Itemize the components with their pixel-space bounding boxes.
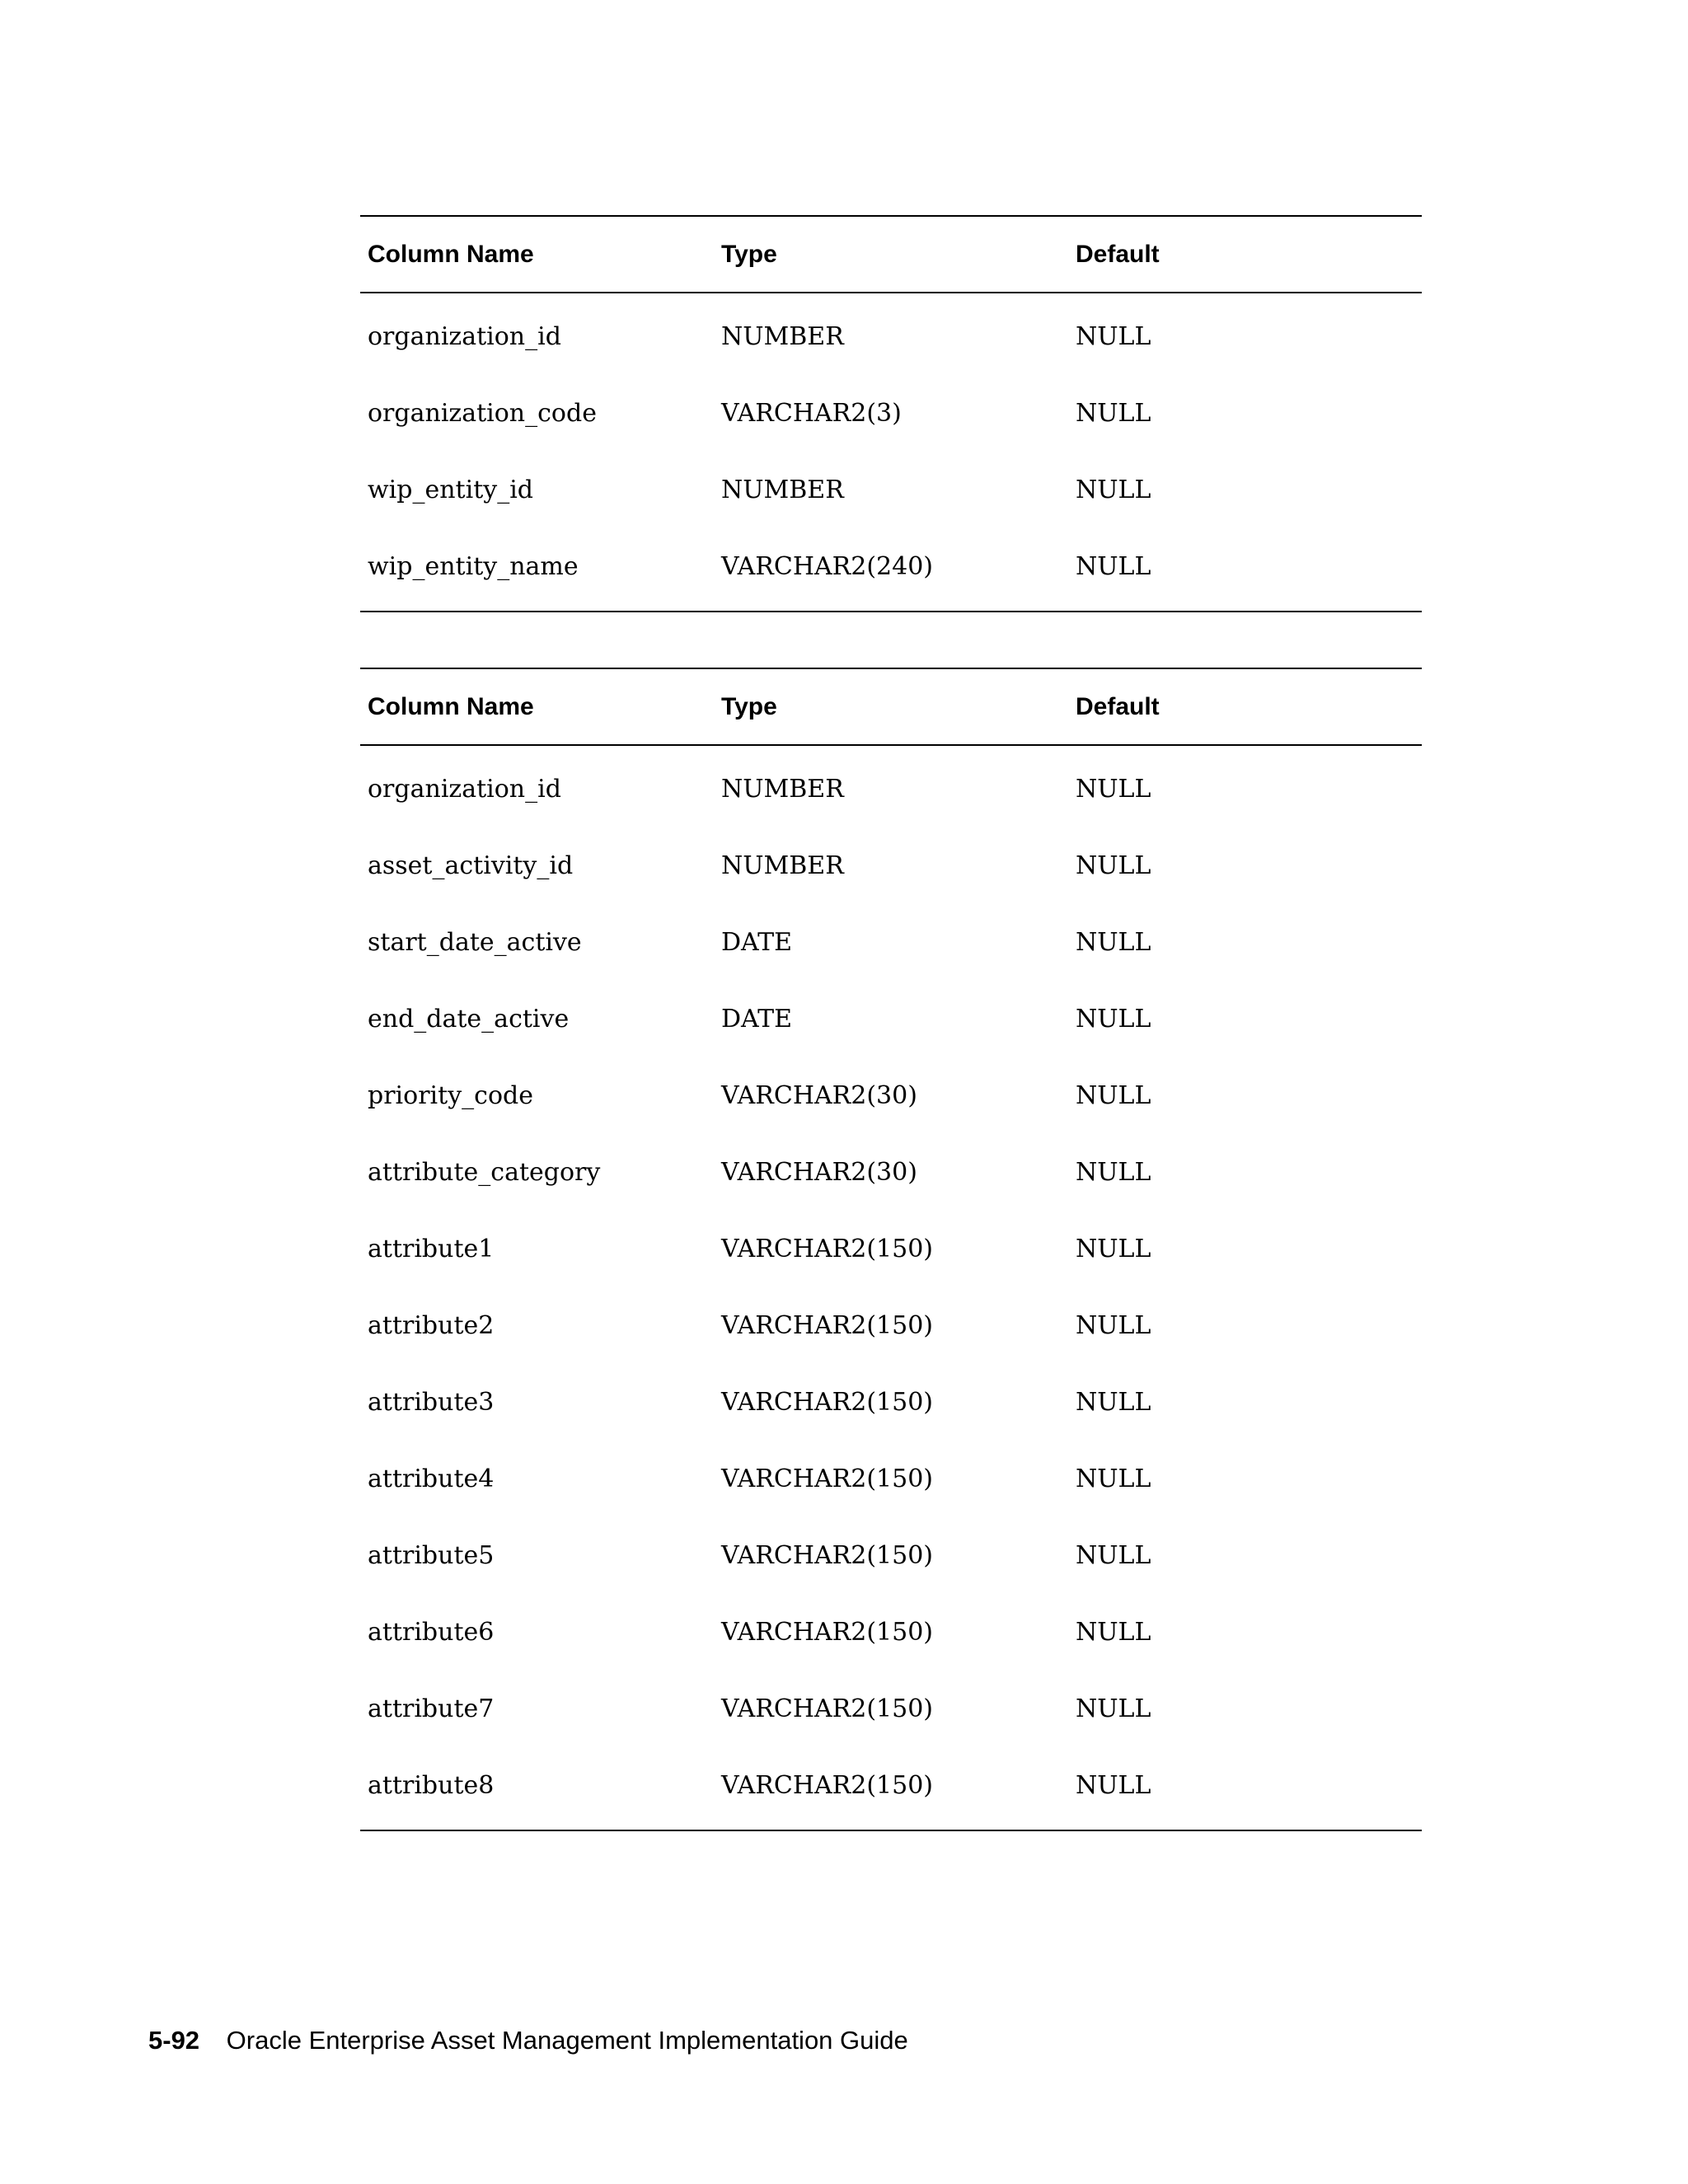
table-row (360, 1747, 1422, 1824)
cell-type: VARCHAR2(30) (721, 1158, 917, 1187)
cell-default: NULL (1076, 1235, 1151, 1263)
cell-default: NULL (1076, 775, 1151, 804)
header-column-name: Column Name (368, 240, 534, 268)
cell-default: NULL (1076, 851, 1151, 880)
cell-type: VARCHAR2(30) (721, 1081, 917, 1110)
table-row (360, 1671, 1422, 1747)
cell-default: NULL (1076, 1771, 1151, 1800)
cell-column-name: wip_entity_id (368, 476, 534, 504)
header-type: Type (721, 692, 777, 720)
cell-column-name: organization_id (368, 775, 561, 804)
cell-type: VARCHAR2(150) (721, 1388, 934, 1417)
cell-type: VARCHAR2(150) (721, 1694, 934, 1723)
table-row (360, 375, 1422, 452)
cell-type: VARCHAR2(150) (721, 1771, 934, 1800)
cell-default: NULL (1076, 399, 1151, 428)
cell-column-name: attribute6 (368, 1618, 495, 1647)
table-row (360, 904, 1422, 981)
cell-column-name: priority_code (368, 1081, 533, 1110)
header-default: Default (1076, 240, 1160, 268)
cell-default: NULL (1076, 928, 1151, 957)
table-row (360, 981, 1422, 1057)
table-row (360, 1441, 1422, 1517)
cell-column-name: attribute3 (368, 1388, 495, 1417)
cell-type: VARCHAR2(240) (721, 552, 934, 581)
cell-type: DATE (721, 1005, 792, 1033)
table-row (360, 1211, 1422, 1287)
header-column-name: Column Name (368, 692, 534, 720)
cell-column-name: start_date_active (368, 928, 582, 957)
cell-default: NULL (1076, 322, 1151, 351)
cell-type: VARCHAR2(150) (721, 1465, 934, 1493)
cell-column-name: asset_activity_id (368, 851, 574, 880)
table-row (360, 298, 1422, 375)
header-type: Type (721, 240, 777, 268)
page-number: 5-92 (148, 2026, 200, 2055)
table-header-row (360, 217, 1422, 293)
table-row (360, 1057, 1422, 1134)
cell-type: VARCHAR2(150) (721, 1618, 934, 1647)
cell-column-name: attribute8 (368, 1771, 495, 1800)
cell-default: NULL (1076, 1694, 1151, 1723)
cell-type: NUMBER (721, 851, 844, 880)
cell-column-name: end_date_active (368, 1005, 570, 1033)
cell-column-name: attribute5 (368, 1541, 495, 1570)
table-row (360, 1517, 1422, 1594)
page-footer (148, 2026, 908, 2055)
header-default: Default (1076, 692, 1160, 720)
cell-column-name: wip_entity_name (368, 552, 579, 581)
cell-default: NULL (1076, 552, 1151, 581)
column-table-2 (360, 668, 1422, 1831)
cell-type: VARCHAR2(150) (721, 1311, 934, 1340)
cell-type: NUMBER (721, 775, 844, 804)
table-row (360, 1364, 1422, 1441)
footer-title: Oracle Enterprise Asset Management Implementation Guide (226, 2026, 908, 2055)
cell-default: NULL (1076, 1311, 1151, 1340)
table-row (360, 827, 1422, 904)
cell-type: NUMBER (721, 476, 844, 504)
cell-column-name: organization_id (368, 322, 561, 351)
cell-column-name: attribute1 (368, 1235, 495, 1263)
cell-type: VARCHAR2(150) (721, 1235, 934, 1263)
table-body (360, 293, 1422, 611)
cell-default: NULL (1076, 1541, 1151, 1570)
table-row (360, 1287, 1422, 1364)
cell-column-name: attribute_category (368, 1158, 601, 1187)
cell-default: NULL (1076, 1618, 1151, 1647)
cell-default: NULL (1076, 1081, 1151, 1110)
cell-default: NULL (1076, 1158, 1151, 1187)
column-table-1 (360, 215, 1422, 612)
cell-type: VARCHAR2(150) (721, 1541, 934, 1570)
table-header-row (360, 669, 1422, 746)
table-row (360, 751, 1422, 827)
cell-type: DATE (721, 928, 792, 957)
table-row (360, 1134, 1422, 1211)
cell-type: VARCHAR2(3) (721, 399, 902, 428)
table-body (360, 746, 1422, 1830)
cell-column-name: attribute4 (368, 1465, 495, 1493)
cell-column-name: attribute7 (368, 1694, 495, 1723)
cell-default: NULL (1076, 1465, 1151, 1493)
table-row (360, 528, 1422, 605)
cell-column-name: attribute2 (368, 1311, 495, 1340)
table-row (360, 452, 1422, 528)
table-row (360, 1594, 1422, 1671)
cell-type: NUMBER (721, 322, 844, 351)
cell-default: NULL (1076, 1005, 1151, 1033)
cell-column-name: organization_code (368, 399, 597, 428)
cell-default: NULL (1076, 476, 1151, 504)
cell-default: NULL (1076, 1388, 1151, 1417)
